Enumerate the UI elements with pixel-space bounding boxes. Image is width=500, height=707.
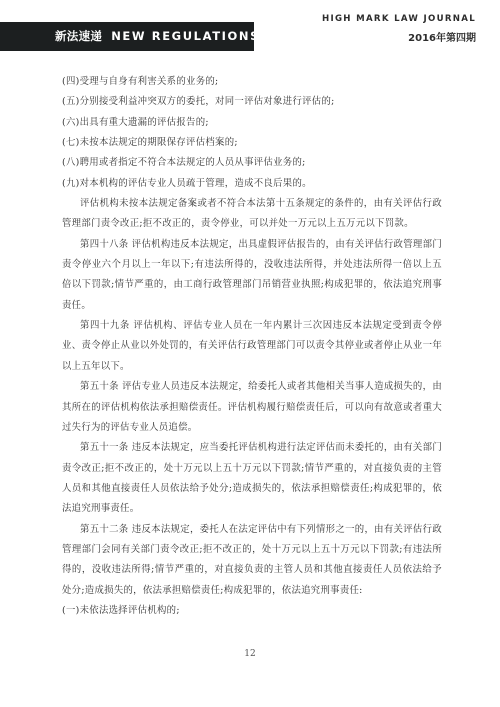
article-body — [62, 72, 442, 621]
paragraph: (八)聘用或者指定不符合本法规定的人员从事评估业务的; — [62, 157, 306, 169]
page-number: 12 — [244, 649, 256, 659]
issue-label: 2016年第四期 — [408, 33, 476, 44]
paragraph: (七)未按本法规定的期限保存评估档案的; — [62, 137, 238, 149]
paragraph: 评估机构未按本法规定备案或者不符合本法第十五条规定的条件的，由有关评估行政管理部门责令改正;拒不改正的，责令停业，可以并处一万元以上五万元以下罚款。 — [62, 198, 442, 230]
journal-title: HIGH MARK LAW JOURNAL — [321, 14, 476, 24]
paragraph: 第五十一条 违反本法规定，应当委托评估机构进行法定评估而未委托的，由有关部门责令改正;拒不改正的，处十万元以上五十万元以下罚款;情节严重的，对直接负责的主管人员和其他直接责任人员依法给予处分;造成损失的，依法承担赔偿责任;构成犯罪的，依法追究刑事责任。 — [62, 442, 442, 515]
paragraph: (四)受理与自身有利害关系的业务的; — [62, 76, 219, 87]
section-header-band — [0, 22, 261, 51]
section-title-cn: 新法速递 — [55, 29, 103, 43]
paragraph: 第五十二条 违反本法规定，委托人在法定评估中有下列情形之一的，由有关评估行政管理部门会同有关部门责令改正;拒不改正的，处十万元以上五十万元以下罚款;有违法所得的，没收违法所得;情节严重的，对直接负责的主管人员和其他直接责任人员依法给予处分;造成损失的，依法承担赔偿责任;构成犯罪的，依法追究刑事责任: — [62, 523, 442, 596]
paragraph: 第五十条 评估专业人员违反本法规定，给委托人或者其他相关当事人造成损失的，由其所在的评估机构依法承担赔偿责任。评估机构履行赔偿责任后，可以向有故意或者重大过失行为的评估专业人员追偿。 — [62, 381, 442, 433]
section-title — [55, 22, 260, 51]
paragraph: (六)出具有重大遗漏的评估报告的; — [62, 116, 209, 128]
paragraph: 第四十九条 评估机构、评估专业人员在一年内累计三次因违反本法规定受到责令停业、责令停止从业以外处罚的，有关评估行政管理部门可以责令其停业或者停止从业一年以上五年以下。 — [62, 320, 442, 372]
paragraph: (九)对本机构的评估专业人员疏于管理，造成不良后果的。 — [62, 177, 312, 189]
section-title-en: NEW REGULATIONS — [111, 29, 261, 43]
paragraph: (一)未依法选择评估机构的; — [62, 604, 180, 616]
paragraph: 第四十八条 评估机构违反本法规定，出具虚假评估报告的，由有关评估行政管理部门责令停业六个月以上一年以下;有违法所得的，没收违法所得，并处违法所得一倍以上五倍以下罚款;情节严重的，由工商行政管理部门吊销营业执照;构成犯罪的，依法追究刑事责任。 — [62, 238, 442, 311]
paragraph: (五)分别接受利益冲突双方的委托，对同一评估对象进行评估的; — [62, 96, 335, 108]
